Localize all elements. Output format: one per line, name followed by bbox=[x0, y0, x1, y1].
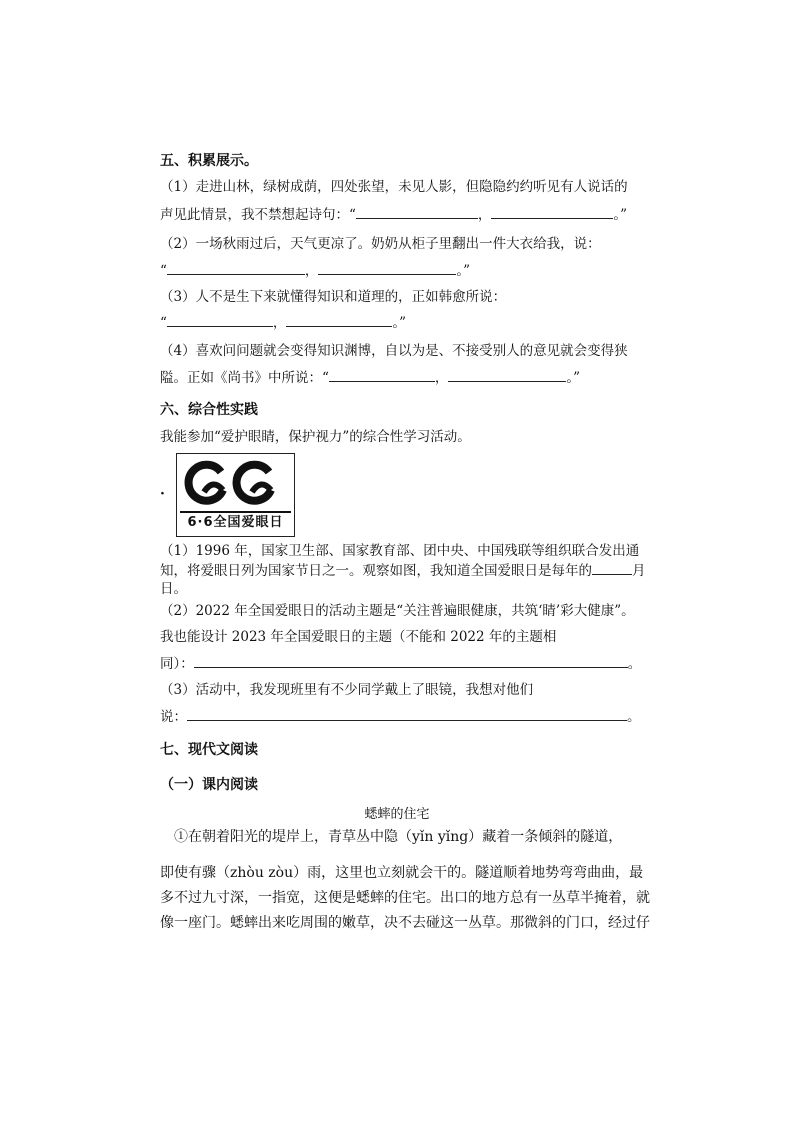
passage-line-3: 多不过九寸深，一指宽，这便是蟋蟀的住宅。出口的地方总有一丛草半掩着，就 bbox=[160, 890, 650, 906]
s5-q1-line2 bbox=[160, 206, 627, 224]
s6-q2-line2: 我也能设计 2023 年全国爱眼日的主题（不能和 2022 年的主题相 bbox=[160, 629, 557, 645]
s5-q2-sep: ， bbox=[304, 263, 319, 279]
s6-q3-prompt: 说： bbox=[160, 709, 187, 725]
s6-q1-month-blank[interactable] bbox=[592, 562, 632, 575]
s5-q1-end: 。” bbox=[613, 207, 628, 223]
s5-q2-end: 。” bbox=[456, 263, 471, 279]
s6-q3-line1: （3）活动中，我发现班里有不少同学戴上了眼镜，我想对他们 bbox=[160, 682, 534, 698]
s6-q3-line2 bbox=[160, 708, 641, 726]
s6-q3-blank[interactable] bbox=[187, 708, 627, 721]
s5-q1-sep: ， bbox=[477, 207, 492, 223]
s5-q2-line2 bbox=[160, 262, 470, 280]
s6-q2-end: 。 bbox=[627, 656, 642, 672]
passage-line-4: 像一座门。蟋蟀出来吃周围的嫩草，决不去碰这一丛草。那微斜的门口，经过仔 bbox=[160, 915, 650, 931]
s5-q4-blank-1[interactable] bbox=[329, 369, 435, 382]
section-seven-heading: 七、现代文阅读 bbox=[160, 742, 258, 758]
s5-q4-prompt: 隘。正如《尚书》中所说：“ bbox=[160, 370, 329, 386]
bullet-dot: · bbox=[160, 486, 165, 502]
eye-day-logo-icon bbox=[177, 454, 294, 512]
passage-line-2: 即使有骤（zhòu zòu）雨，这里也立刻就会干的。隧道顺着地势弯弯曲曲，最 bbox=[160, 865, 644, 881]
s5-q2-line1: （2）一场秋雨过后，天气更凉了。奶奶从柜子里翻出一件大衣给我，说： bbox=[160, 236, 601, 252]
s6-q1-line2 bbox=[160, 562, 646, 580]
passage-title: 蟋蟀的住宅 bbox=[364, 807, 430, 822]
s5-q1-blank-2[interactable] bbox=[491, 206, 613, 219]
s5-q1-blank-1[interactable] bbox=[356, 206, 478, 219]
s5-q3-open: “ bbox=[160, 315, 167, 331]
s5-q1-prompt: 声见此情景，我不禁想起诗句：“ bbox=[160, 207, 356, 223]
section-five-heading: 五、积累展示。 bbox=[160, 153, 258, 169]
s5-q3-line2 bbox=[160, 314, 406, 332]
s5-q3-end: 。” bbox=[392, 315, 407, 331]
s6-intro: 我能参加“爱护眼睛，保护视力”的综合性学习活动。 bbox=[160, 429, 471, 445]
s6-q2-theme-blank[interactable] bbox=[194, 655, 628, 668]
s5-q4-end: 。” bbox=[566, 370, 581, 386]
s5-q2-open: “ bbox=[160, 263, 167, 279]
s5-q3-line1: （3）人不是生下来就懂得知识和道理的，正如韩愈所说： bbox=[160, 289, 507, 305]
s6-q1-month-label: 月 bbox=[632, 563, 646, 579]
s5-q4-blank-2[interactable] bbox=[448, 369, 566, 382]
s6-q3-end: 。 bbox=[627, 709, 641, 725]
s6-q1-prompt: 知，将爱眼日列为国家节日之一。观察如图，我知道全国爱眼日是每年的 bbox=[160, 563, 592, 579]
s5-q4-line2 bbox=[160, 369, 580, 387]
s6-q1-line3: 日。 bbox=[160, 581, 187, 597]
s5-q3-blank-1[interactable] bbox=[167, 314, 273, 327]
s5-q2-blank-2[interactable] bbox=[318, 262, 456, 275]
s5-q4-line1: （4）喜欢问问题就会变得知识渊博，自以为是、不接受别人的意见就会变得狭 bbox=[160, 343, 628, 359]
s5-q3-blank-2[interactable] bbox=[286, 314, 392, 327]
section-seven-subheading: （一）课内阅读 bbox=[160, 777, 258, 793]
section-six-heading: 六、综合性实践 bbox=[160, 402, 258, 418]
passage-line-1: ①在朝着阳光的堤岸上，青草丛中隐（yǐn yǐng）藏着一条倾斜的隧道， bbox=[174, 829, 623, 845]
s6-q2-prompt: 同）： bbox=[160, 656, 194, 672]
s6-q1-line1: （1）1996 年，国家卫生部、国家教育部、团中央、中国残联等组织联合发出通 bbox=[160, 543, 640, 559]
s6-q2-line1: （2）2022 年全国爱眼日的活动主题是“关注普遍眼健康，共筑‘睛’彩大健康”。 bbox=[160, 603, 635, 619]
s6-q2-line3 bbox=[160, 655, 641, 673]
s5-q1-line1: （1）走进山林，绿树成荫，四处张望，未见人影，但隐隐约约听见有人说话的 bbox=[160, 179, 628, 195]
eye-day-logo bbox=[176, 453, 295, 537]
s5-q3-sep: ， bbox=[272, 315, 287, 331]
eye-day-logo-text: 6·6全国爱眼日 bbox=[180, 511, 291, 533]
s5-q2-blank-1[interactable] bbox=[167, 262, 305, 275]
s5-q4-sep: ， bbox=[434, 370, 449, 386]
